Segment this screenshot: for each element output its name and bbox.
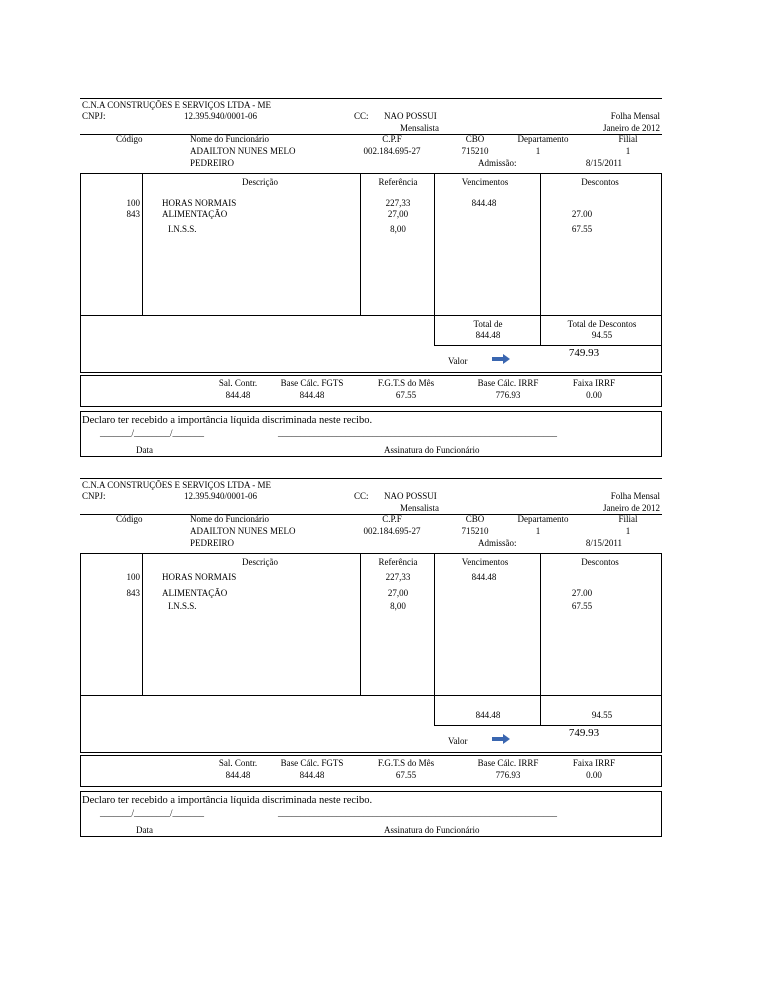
sheet-type: Folha Mensal [610,111,660,121]
top-border [80,98,662,99]
item-deduction: 27.00 [571,209,593,219]
cpf-value: 002.184.695-27 [363,146,421,156]
col-sep-desc [360,173,361,315]
item-description: ALIMENTAÇÃO [162,588,228,598]
total-earnings-label: Total de [473,319,503,329]
total-deductions-value: 94.55 [591,710,613,720]
total-deductions-label: Total de Descontos [567,319,637,329]
item-deduction: 67.55 [571,601,593,611]
cnpj-value: 12.395.940/0001-06 [184,111,257,121]
sal-contr-label: Sal. Contr. [218,378,258,388]
sal-contr-value: 844.48 [225,770,251,780]
net-value: 749.93 [568,347,600,359]
item-code: 100 [126,572,140,582]
base-fgts-label: Base Cálc. FGTS [280,378,344,388]
item-code: 843 [126,209,140,219]
cc-value: NAO POSSUI [384,491,437,501]
total-earnings-value: 844.48 [475,330,501,340]
admission-date: 8/15/2011 [585,158,622,168]
fgts-month-value: 67.55 [395,390,417,400]
base-irrf-value: 776.93 [495,770,521,780]
right-arrow-icon [492,734,510,744]
department-value: 1 [535,146,541,156]
item-reference: 227,33 [385,572,411,582]
total-earnings-value: 844.48 [475,710,501,720]
code-header: Código [116,514,143,524]
sal-contr-value: 844.48 [225,390,251,400]
employee-name: ADAILTON NUNES MELO [190,146,296,156]
item-description: I.N.S.S. [168,601,197,611]
deductions-col-header: Descontos [581,557,619,567]
cc-label: CC: [354,111,369,121]
items-bottom-line [80,695,662,696]
earnings-col-header: Vencimentos [461,177,509,187]
department-header: Departamento [517,514,569,524]
irrf-bracket-label: Faixa IRRF [572,758,616,768]
branch-header: Filial [618,134,638,144]
description-col-header: Descrição [242,177,278,187]
item-deduction: 27.00 [571,588,593,598]
cpf-header: C.P.F [382,134,402,144]
earnings-col-header: Vencimentos [461,557,509,567]
col-sep-code [142,173,143,315]
payroll-type: Mensalista [400,503,439,513]
sal-contr-label: Sal. Contr. [218,758,258,768]
date-line: _______/________/_______ [100,428,205,438]
item-description: ALIMENTAÇÃO [162,209,228,219]
totals-bottom-line [434,725,662,726]
cnpj-value: 12.395.940/0001-06 [184,491,257,501]
irrf-bracket-value: 0.00 [586,770,602,780]
cbo-value: 715210 [461,526,489,536]
signature-label: Assinatura do Funcionário [384,445,480,455]
signature-label: Assinatura do Funcionário [384,825,480,835]
irrf-bracket-label: Faixa IRRF [572,378,616,388]
branch-value: 1 [625,526,631,536]
name-header: Nome do Funcionário [190,134,269,144]
date-label: Data [136,825,153,835]
fgts-month-value: 67.55 [395,770,417,780]
payroll-type: Mensalista [400,123,439,133]
deductions-col-header: Descontos [581,177,619,187]
header-divider [80,134,662,135]
net-value-label: Valor [448,356,468,366]
cpf-header: C.P.F [382,514,402,524]
item-code: 100 [126,198,140,208]
declaration-text: Declaro ter recebido a importância líquida discriminada neste recibo. [82,795,373,806]
cc-label: CC: [354,491,369,501]
irrf-bracket-value: 0.00 [586,390,602,400]
item-earnings: 844.48 [471,572,497,582]
date-line: _______/________/_______ [100,808,205,818]
item-reference: 227,33 [385,198,411,208]
net-value: 749.93 [568,727,600,739]
cnpj-label: CNPJ: [82,111,106,121]
col-sep-ref [434,553,435,725]
base-irrf-label: Base Cálc. IRRF [477,378,539,388]
base-fgts-value: 844.48 [299,390,325,400]
col-sep-venc [540,553,541,725]
items-bottom-line [80,315,662,316]
right-arrow-icon [492,354,510,364]
admission-label: Admissão: [478,538,517,548]
admission-date: 8/15/2011 [585,538,622,548]
cbo-value: 715210 [461,146,489,156]
item-reference: 27,00 [387,209,409,219]
item-description: HORAS NORMAIS [162,198,237,208]
employee-role: PEDREIRO [190,538,235,548]
cc-value: NAO POSSUI [384,111,437,121]
header-divider [80,514,662,515]
base-irrf-label: Base Cálc. IRRF [477,758,539,768]
item-earnings: 844.48 [471,198,497,208]
item-reference: 8,00 [390,224,406,234]
company-name: C.N.A CONSTRUÇÕES E SERVIÇOS LTDA - ME [82,480,271,490]
base-fgts-label: Base Cálc. FGTS [280,758,344,768]
col-sep-venc [540,173,541,345]
fgts-month-label: F.G.T.S do Mês [377,378,435,388]
top-border [80,478,662,479]
base-fgts-value: 844.48 [299,770,325,780]
department-header: Departamento [517,134,569,144]
declaration-text: Declaro ter recebido a importância líquida discriminada neste recibo. [82,415,373,426]
base-irrf-value: 776.93 [495,390,521,400]
department-value: 1 [535,526,541,536]
employee-name: ADAILTON NUNES MELO [190,526,296,536]
name-header: Nome do Funcionário [190,514,269,524]
totals-bottom-line [434,345,662,346]
sheet-type: Folha Mensal [610,491,660,501]
signature-line: ______________________________________________________________ [278,808,557,818]
col-sep-code [142,553,143,695]
cnpj-label: CNPJ: [82,491,106,501]
cbo-header: CBO [465,514,485,524]
total-deductions-value: 94.55 [591,330,613,340]
fgts-month-label: F.G.T.S do Mês [377,758,435,768]
cbo-header: CBO [465,134,485,144]
branch-value: 1 [625,146,631,156]
items-box [80,553,662,753]
item-description: I.N.S.S. [168,224,197,234]
period: Janeiro de 2012 [603,503,660,513]
item-reference: 8,00 [390,601,406,611]
description-col-header: Descrição [242,557,278,567]
branch-header: Filial [618,514,638,524]
item-reference: 27,00 [387,588,409,598]
net-value-label: Valor [448,736,468,746]
reference-col-header: Referência [378,557,418,567]
reference-col-header: Referência [378,177,418,187]
cpf-value: 002.184.695-27 [363,526,421,536]
col-sep-desc [360,553,361,695]
item-description: HORAS NORMAIS [162,572,237,582]
signature-line: ______________________________________________________________ [278,428,557,438]
item-code: 843 [126,588,140,598]
code-header: Código [116,134,143,144]
company-name: C.N.A CONSTRUÇÕES E SERVIÇOS LTDA - ME [82,100,271,110]
admission-label: Admissão: [478,158,517,168]
col-sep-ref [434,173,435,345]
date-label: Data [136,445,153,455]
employee-role: PEDREIRO [190,158,235,168]
item-deduction: 67.55 [571,224,593,234]
period: Janeiro de 2012 [603,123,660,133]
